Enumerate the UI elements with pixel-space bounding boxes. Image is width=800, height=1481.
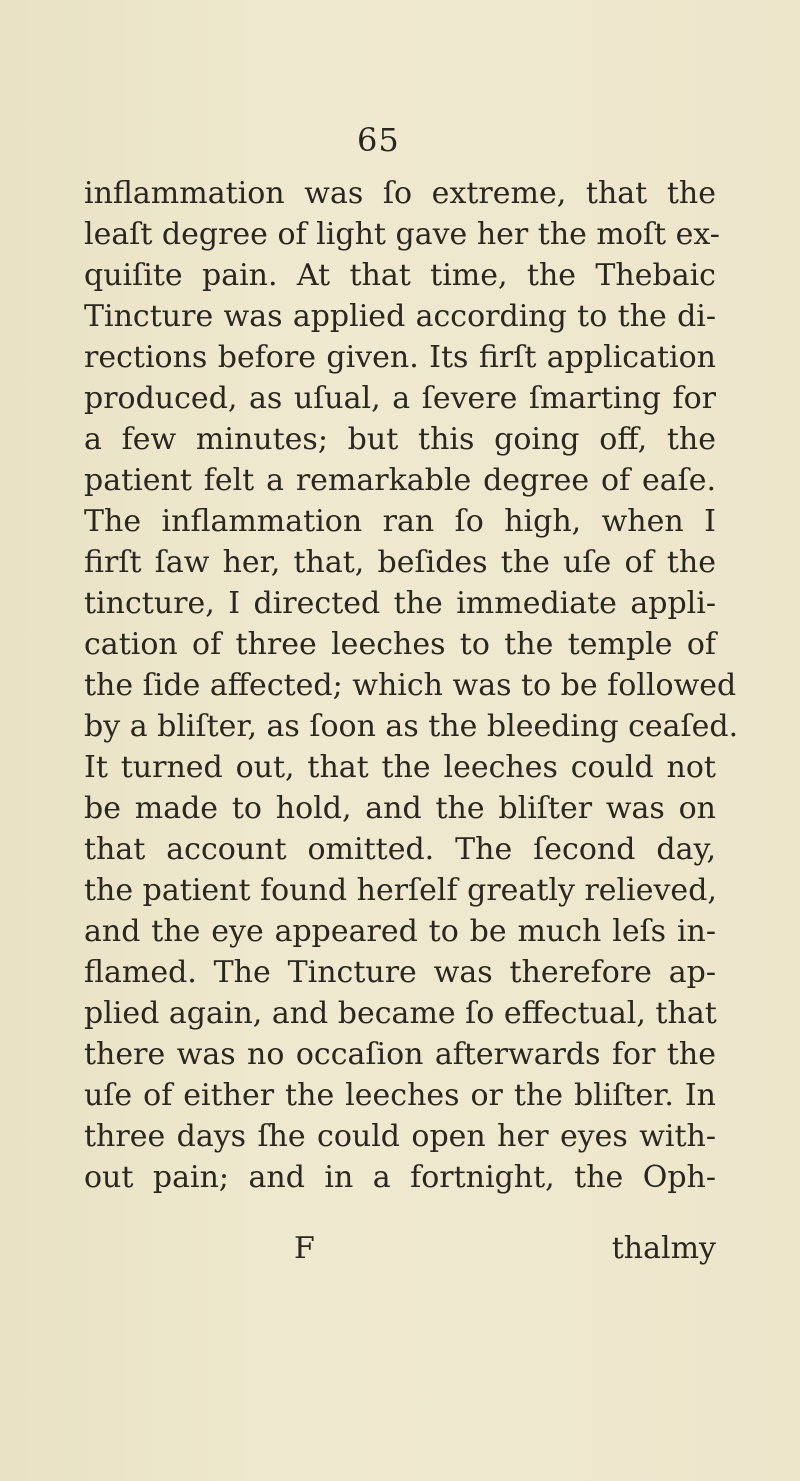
text-line: that account omitted. The ſecond day, (84, 832, 716, 867)
text-line: inflammation was ſo extreme, that the (84, 176, 716, 211)
text-line: a few minutes; but this going off, the (84, 422, 716, 457)
text-line: uſe of either the leeches or the bliſter. In (84, 1078, 716, 1113)
text-line: It turned out, that the leeches could not (84, 750, 716, 785)
text-line: leaſt degree of light gave her the moſt ex- (84, 217, 720, 252)
body-text (84, 173, 739, 1198)
text-line: tincture, I directed the immediate appli- (84, 586, 716, 621)
text-line: three days ſhe could open her eyes with- (84, 1119, 716, 1154)
text-line: the ſide affected; which was to be followed (84, 668, 737, 703)
text-line: the patient found herſelf greatly relieved, (84, 873, 717, 908)
catchword: thalmy (611, 1231, 716, 1266)
text-line: patient felt a remarkable degree of eaſe. (84, 463, 716, 498)
text-line: there was no occaſion afterwards for the (84, 1037, 716, 1072)
text-line: out pain; and in a fortnight, the Oph- (84, 1160, 716, 1195)
text-line: by a bliſter, as ſoon as the bleeding ceaſed. (84, 709, 739, 744)
text-line: be made to hold, and the bliſter was on (84, 791, 716, 826)
text-line: Tincture was applied according to the di- (84, 299, 716, 334)
page-number: 65 (357, 121, 400, 159)
signature-mark: F (294, 1231, 315, 1266)
text-line: produced, as uſual, a ſevere ſmarting for (84, 381, 716, 416)
text-line: firſt ſaw her, that, beſides the uſe of the (84, 545, 716, 580)
text-line: flamed. The Tincture was therefore ap- (84, 955, 716, 990)
text-line: The inflammation ran ſo high, when I (84, 504, 716, 539)
text-line: quiſite pain. At that time, the Thebaic (84, 258, 716, 293)
text-line: rections before given. Its firſt application (84, 340, 716, 375)
catchline (84, 1228, 716, 1269)
text-line: plied again, and became ſo effectual, that (84, 996, 717, 1031)
text-line: and the eye appeared to be much leſs in- (84, 914, 716, 949)
text-line: cation of three leeches to the temple of (84, 627, 716, 662)
